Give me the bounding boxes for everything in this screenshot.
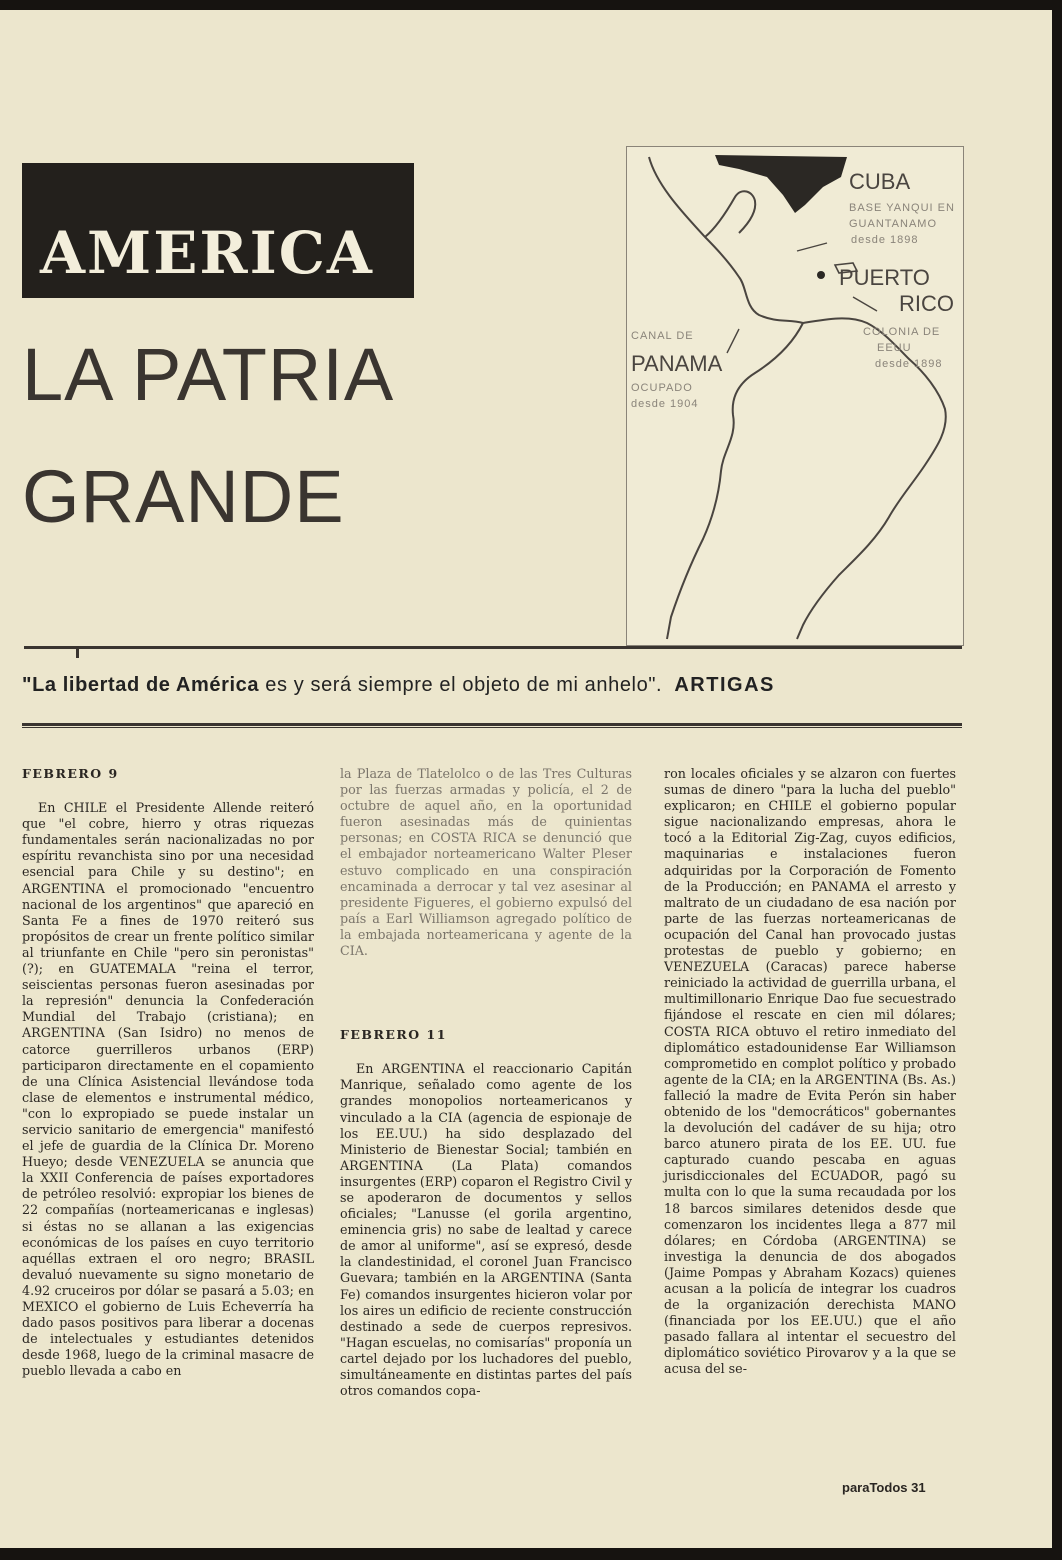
column-1 xyxy=(22,766,314,1379)
label-rico: RICO xyxy=(899,291,954,316)
page-number: 31 xyxy=(911,1480,926,1495)
artigas-quote xyxy=(22,674,972,697)
headline-line-1: LA PATRIA xyxy=(22,333,395,416)
caribbean-map xyxy=(626,146,964,646)
label-pr-note-2: EEUU xyxy=(877,342,912,354)
column-3-text: ron locales oficiales y se alzaron con fuertes sumas de dinero "para la lucha del pueblo" explicaron; en CHILE el gobierno popular sigue nacionalizando empresas, ahora le tocó a la Editorial Zig-Zag, cuyos edificios, maquinarias e instalaciones fueron adquiridas por la Corporación de Fomento de la Producción; en PANAMA el arresto y maltrato de un ciudadano de esa nación por parte de las fuerzas norteamericanas de ocupación del Canal han provocado justas protestas de pueblo y gobierno; en VENEZUELA (Caracas) parece haberse reiniciado la actividad de guerrilla urbana, el multimillonario Enrique Dao fue secuestrado fijándose el rescate en cien mil dólares; COSTA RICA obtuvo el retiro inmediato del diplomático estadounidense Ear Williamson comprometido en complot político y probado agente de la CIA; en la ARGENTINA (Bs. As.) falleció la madre de Evita Perón sin haber obtenido de los "democráticos" gobernantes la devolución del cadáver de su hija; otro barco atunero pirata de los EE. UU. fue capturado cuando pescaba en aguas jurisdiccionales del ECUADOR, pagó su multa con lo que la suma recaudada por los 18 barcos similares detenidos desde que comenzaron los incidentes llega a 877 mil dólares; en Córdoba (ARGENTINA) se investiga la denuncia de dos abogados (Jaime Pompas y Abraham Kozacs) quienes acusan a la policía de integrar los cuadros de la organización derechista MANO (financiada por los EE.UU.) que el año pasado fallara al intentar el secuestro del diplomático soviético Pirovarov y a la que se acusa del se- xyxy=(664,766,956,1377)
column-2 xyxy=(340,766,632,1399)
rule-tick xyxy=(76,646,79,658)
label-panama: PANAMA xyxy=(631,351,723,376)
label-cuba-note-2: GUANTANAMO xyxy=(849,218,938,230)
label-panama-note-1: OCUPADO xyxy=(631,382,693,394)
magazine-page xyxy=(0,10,1052,1548)
label-cuba: CUBA xyxy=(849,169,911,194)
label-pr-note-3: desde 1898 xyxy=(875,358,943,370)
date-heading: FEBRERO 9 xyxy=(22,766,119,781)
label-puerto: PUERTO xyxy=(839,265,930,290)
quote-author: ARTIGAS xyxy=(674,674,775,696)
puerto-rico-dot xyxy=(817,271,825,279)
panama-pointer xyxy=(727,329,739,353)
column-3 xyxy=(664,766,956,1378)
label-panama-note-2: desde 1904 xyxy=(631,398,699,410)
column-gap xyxy=(340,959,632,1027)
date-heading-2: FEBRERO 11 xyxy=(340,1027,447,1043)
section-title: AMERICA xyxy=(40,219,374,287)
quote-rest: es y será siempre el objeto de mi anhelo". xyxy=(265,674,663,696)
page-footer xyxy=(842,1480,926,1495)
label-cuba-note-1: BASE YANQUI EN xyxy=(849,202,955,214)
cuba-pointer xyxy=(797,243,827,251)
magazine-name: paraTodos xyxy=(842,1480,908,1495)
column-1-text: En CHILE el Presidente Allende reiteró que "el cobre, hierro y otras riquezas fundamentales serán nacionalizadas no por espíritu revanchista sino por una necesidad esencial para Chile y su destino"; en ARGENTINA el promocionado "encuentro nacional de los argentinos" que apareció en Santa Fe a fines de 1970 reiteró sus propósitos de crear un frente político similar al triunfante en Chile "pero sin peronistas" (?); en GUATEMALA "reina el terror, seiscientas personas fueron asesinadas por la represión" denuncia la Confederación Mundial del Trabajo (cristiana); en ARGENTINA (San Isidro) no menos de catorce guerrilleros urbanos (ERP) participaron directamente en el copamiento de una Clínica Asistencial llevándose toda clase de elementos e instrumental médico, "con lo expropiado se puede instalar un servicio sanitario de emergencia" manifestó el jefe de guardia de la Clínica Dr. Moreno Hueyo; desde VENEZUELA se anuncia que la XXII Conferencia de países exportadores de petróleo resolvió: expropiar los bienes de 22 compañías (norteamericanas e inglesas) si éstas no se allanan a las exigencias económicas de los países en cuyo territorio aquéllas extraen el oro negro; BRASIL devaluó nuevamente su signo monetario de 4.92 cruceiros por dólar se pasará a 5.03; en MEXICO el gobierno de Luis Echeverría ha dado pasos positivos para liberar a docenas de intelectuales y estudiantes detenidos desde 1968, luego de la criminal masacre de pueblo llevada a cabo en xyxy=(22,800,314,1379)
column-2-text-a: la Plaza de Tlatelolco o de las Tres Culturas por las fuerzas armadas y policía, el 2 de octubre de aquel año, en la oportunidad fueron asesinadas más de quinientas personas; en COSTA RICA se denunció que el embajador norteamericano Walter Pleser estuvo complicado en una conspiración encaminada a derrocar y tal vez asesinar al presidente Figueres, el gobierno expulsó del país a Earl Williamson agregado político de la embajada norteamericana y agente de la CIA. xyxy=(340,766,632,959)
puerto-rico-pointer xyxy=(853,297,877,311)
yucatan-coast xyxy=(705,191,755,237)
quote-bold: "La libertad de América xyxy=(22,674,260,696)
label-cuba-note-3: desde 1898 xyxy=(851,234,919,246)
bottom-rule xyxy=(22,723,962,728)
cuba-shape xyxy=(715,155,847,213)
label-canal-de: CANAL DE xyxy=(631,330,694,342)
column-2-text-b: En ARGENTINA el reaccionario Capitán Manrique, señalado como agente de los grandes monopolios norteamericanos y vinculado a la CIA (agencia de espionaje de los EE.UU.) ha sido desplazado del Ministerio de Bienestar Social; también en ARGENTINA (La Plata) comandos insurgentes (ERP) coparon el Registro Civil y se apoderaron de documentos y sellos oficiales; "Lanusse (el gorila argentino, eminencia gris) no sabe de lealtad y carece de amor al uniforme", así se expresó, desde la clandestinidad, el coronel Juan Francisco Guevara; también en la ARGENTINA (Santa Fe) comandos insurgentes hicieron volar por los aires un edificio de reciente construcción destinado a sede de cuerpos represivos. "Hagan escuelas, no comisarías" proponía un cartel dejado por los luchadores del pueblo, simultáneamente en distintas partes del país otros comandos copa- xyxy=(340,1061,632,1399)
label-pr-note-1: COLONIA DE xyxy=(863,326,941,338)
headline-line-2: GRANDE xyxy=(22,455,345,538)
top-rule xyxy=(24,646,962,649)
